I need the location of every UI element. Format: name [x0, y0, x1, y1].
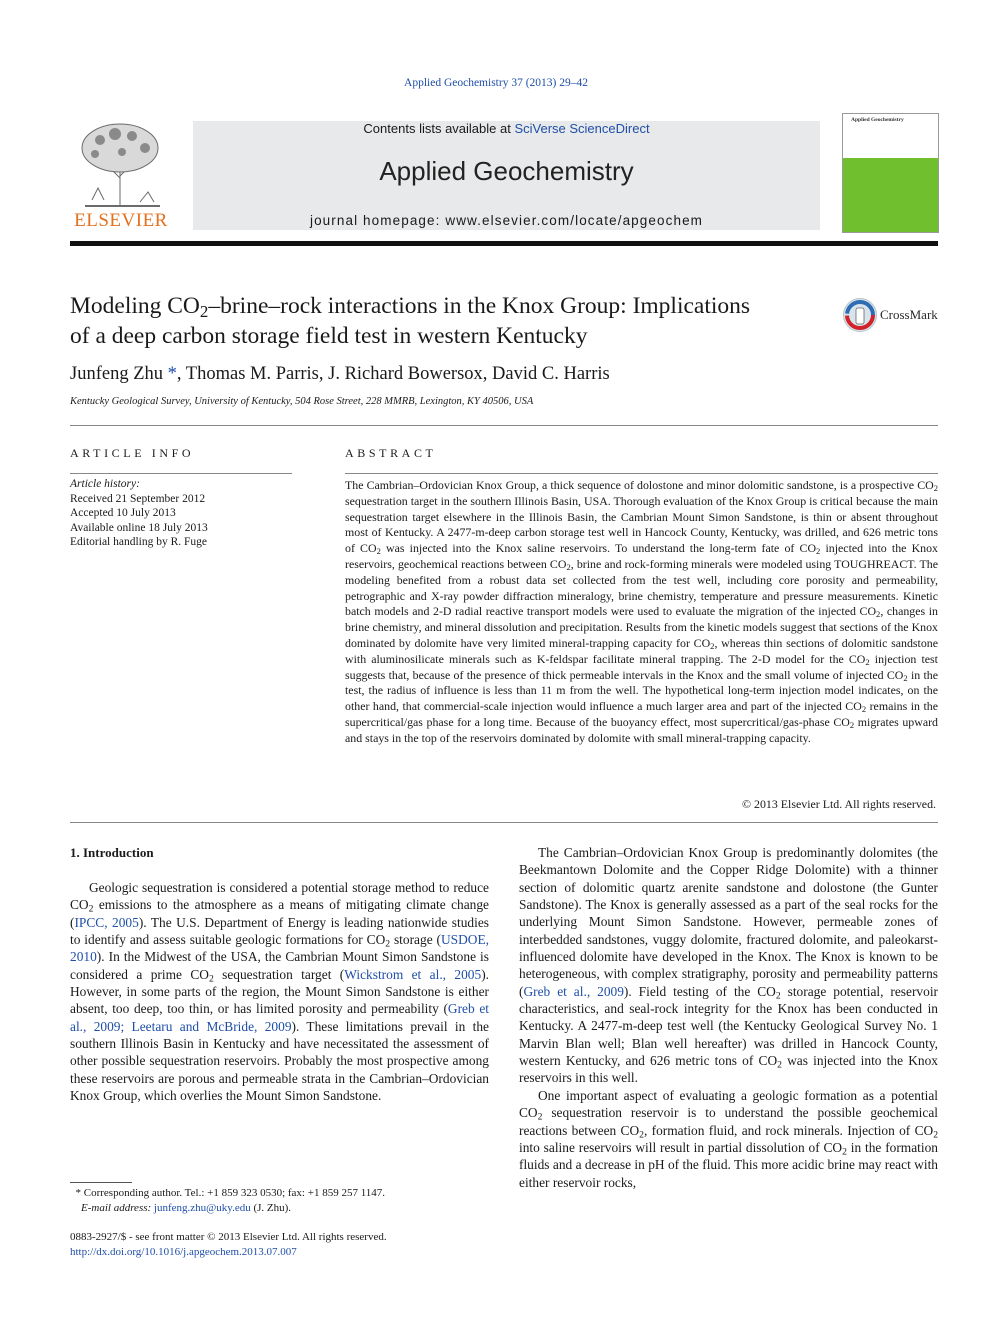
- author-list: [70, 364, 610, 385]
- abstract-heading: ABSTRACT: [345, 446, 437, 460]
- divider: [70, 425, 938, 426]
- body-column-right: [519, 844, 938, 1191]
- editorial-handling: Editorial handling by R. Fuge: [70, 536, 208, 549]
- article-title: Modeling $CO_2-brine$–rock interactions in the Knox Group: Implications of a deep carbon storage field test in western Kentucky: [70, 293, 751, 349]
- footnote-rule: [70, 1182, 132, 1183]
- reference-link[interactable]: USDOE, 2010: [70, 932, 489, 965]
- article-info-heading: ARTICLE INFO: [70, 446, 195, 460]
- sciencedirect-link[interactable]: SciVerse ScienceDirect: [514, 121, 650, 136]
- crossmark-icon: [843, 298, 877, 332]
- section-heading-introduction: 1. Introduction: [70, 845, 154, 860]
- journal-cover-thumbnail[interactable]: [842, 113, 939, 233]
- divider: [345, 473, 938, 474]
- accepted-date: Accepted 10 July 2013: [70, 507, 176, 520]
- homepage-link[interactable]: www.elsevier.com/locate/apgeochem: [445, 213, 704, 228]
- journal-title: Applied Geochemistry: [379, 156, 634, 186]
- author-name: Junfeng Zhu: [70, 364, 163, 384]
- divider: [70, 473, 292, 474]
- reference-link[interactable]: Wickstrom et al., 2005: [344, 966, 482, 982]
- corresponding-author-footnote: * Corresponding author. Tel.: +1 859 323 0530; fax: +1 859 257 1147. E-mail address: junfeng.zhu@uky.edu (J. Zhu).: [75, 1187, 386, 1214]
- copyright-notice: © 2013 Elsevier Ltd. All rights reserved.: [742, 797, 936, 811]
- email-label: E-mail address:: [81, 1202, 152, 1214]
- paragraph: Geologic sequestration is considered a potential storage method to reduce $CO_2$ emissions to the atmosphere as a means of mitigating climate change (IPCC, 2005). The U.S. Department of Energy is leading nationwide studies to identify and assess suitable geologic formations for $CO_2$ storage (USDOE, 2010). In the Midwest of the USA, the Cambrian Mount Simon Sandstone is considered a prime $CO_2$ sequestration target (Wickstrom et al., 2005). However, in some parts of the region, the Mount Simon Sandstone is either absent, too deep, too thin, or has limited porosity and permeability (Greb et al., 2009; Leetaru and McBride, 2009). These limitations prevail in the southern Illinois Basin in Kentucky and have necessitated the assessment of other possible sequestration reservoirs. Probably the most prospective among these reservoirs are porous and permeable strata in the Cambrian–Ordovician Knox Group, which overlies the Mount Simon Sandstone.: [70, 880, 489, 1104]
- abstract-text: The Cambrian–Ordovician Knox Group, a thick sequence of dolostone and minor dolomitic sandstone, is a prospective $CO_2$ sequestration target in the southern Illinois Basin, USA. Thorough evaluation of the Knox Group is critical because the main sequestration target elsewhere in the Illinois Basin, the Cambrian Mount Simon Sandstone, is thin or absent throughout most of Kentucky. A 2477-m-deep carbon storage test well in Hancock County, Kentucky, was drilled, and 626 metric tons of $CO_2$ was injected into the Knox saline reservoirs. To understand the long-term fate of $CO_2$ injected into the Knox reservoirs, geochemical reactions between $CO_2$, brine and rock-forming minerals were modeled using TOUGHREACT. The modeling benefited from a robust data set collected from the test well, including core porosity and permeability, petrographic and X-ray powder diffraction mineralogy, brine chemistry, temperature and pressure measurements. Kinetic batch models and 2-D radial reactive transport models were used to evaluate the migration of the injected $CO_2$, changes in brine chemistry, and mineral dissolution and precipitation. Results from the kinetic models suggest that sections of the Knox dominated by dolomite have very limited mineral-trapping capacity for $CO_2$, whereas thin sections of dolomitic sandstone with aluminosilicate minerals such as K-feldspar facilitate mineral trapping. The 2-D model for the $CO_2$ injection test suggests that, because of the presence of thick permeable intervals in the Knox and the small volume of injected $CO_2$ in the test, the radius of influence is less than 11 m from the well. The hypothetical long-term injection model indicates, on the other hand, that commercial-scale injection would influence a much larger area and part of the injected $CO_2$ remains in the supercritical/gas phase for a long time. Because of the buoyancy effect, most supercritical/gas-phase $CO_2$ migrates upward and stays in the top of the reservoirs dominated by dolomite with small mineral-trapping capacity.: [345, 478, 938, 745]
- journal-homepage: [193, 213, 820, 228]
- paragraph: One important aspect of evaluating a geologic formation as a potential $CO_2$ sequestration reservoir is to understand the possible geochemical reactions between $CO_2$, formation fluid, and rock minerals. Injection of $CO_2$ into saline reservoirs will result in partial dissolution of $CO_2$ in the formation fluids and a decrease in pH of the fluid. This more acidic brine may react with either reservoir rocks,: [519, 1087, 939, 1190]
- doi-link[interactable]: http://dx.doi.org/10.1016/j.apgeochem.2013.07.007: [70, 1246, 297, 1258]
- reference-link[interactable]: Greb et al., 2009: [523, 983, 624, 999]
- author-email-link[interactable]: junfeng.zhu@uky.edu: [153, 1202, 251, 1214]
- article-history: [70, 477, 208, 550]
- crossmark-badge[interactable]: [843, 298, 943, 334]
- divider: [70, 822, 938, 823]
- body-column-left: [70, 879, 489, 1104]
- reference-link[interactable]: Greb et al., 2009; Leetaru and McBride, 2009: [70, 1001, 489, 1034]
- crossmark-label: CrossMark: [880, 307, 938, 322]
- issn-line: 0883-2927/$ - see front matter © 2013 Elsevier Ltd. All rights reserved.: [70, 1231, 387, 1243]
- online-date: Available online 18 July 2013: [70, 521, 208, 534]
- contents-line: [193, 121, 820, 136]
- paragraph: The Cambrian–Ordovician Knox Group is predominantly dolomites (the Beekmantown Dolomite and the Copper Ridge Dolomite) with a thinner section of dolomitic quartz arenite sandstone and dolostone (the Gunter Sandstone). The Knox is generally assessed as a part of the seal rocks for the underlying Mount Simon Sandstone. However, permeable zones of interbedded sandstones, vuggy dolomite, fractured dolomite, and paleokarst-influenced dolomite have developed in the Knox. The Knox is known to be heterogeneous, with complex stratigraphy, porosity and permeability patterns (Greb et al., 2009). Field testing of the $CO_2$ storage potential, reservoir characteristics, and seal-rock integrity for the Knox has been conducted in Kentucky. A 2477-m-deep test well (the Kentucky Geological Survey No. 1 Marvin Blan well; Blan well hereafter) was drilled in Hancock County, western Kentucky, and 626 metric tons of $CO_2$ was injected into the Knox reservoirs in this well.: [519, 845, 938, 1086]
- cover-title: Applied Geochemistry: [851, 117, 904, 123]
- affiliation: Kentucky Geological Survey, University of Kentucky, 504 Rose Street, 228 MMRB, Lexington, KY 40506, USA: [70, 396, 534, 407]
- header-rule: [70, 241, 938, 246]
- elsevier-wordmark: ELSEVIER: [74, 210, 168, 231]
- corresponding-author-marker[interactable]: *: [167, 364, 177, 384]
- other-authors: , Thomas M. Parris, J. Richard Bowersox, David C. Harris: [176, 364, 610, 384]
- homepage-prefix: journal homepage:: [309, 213, 446, 228]
- issn-and-doi: [70, 1230, 387, 1260]
- journal-citation-link[interactable]: Applied Geochemistry 37 (2013) 29–42: [404, 77, 588, 89]
- received-date: Received 21 September 2012: [70, 492, 206, 505]
- history-label: Article history:: [70, 478, 140, 490]
- reference-link[interactable]: IPCC, 2005: [74, 914, 139, 930]
- contents-prefix: Contents lists available at: [363, 121, 515, 136]
